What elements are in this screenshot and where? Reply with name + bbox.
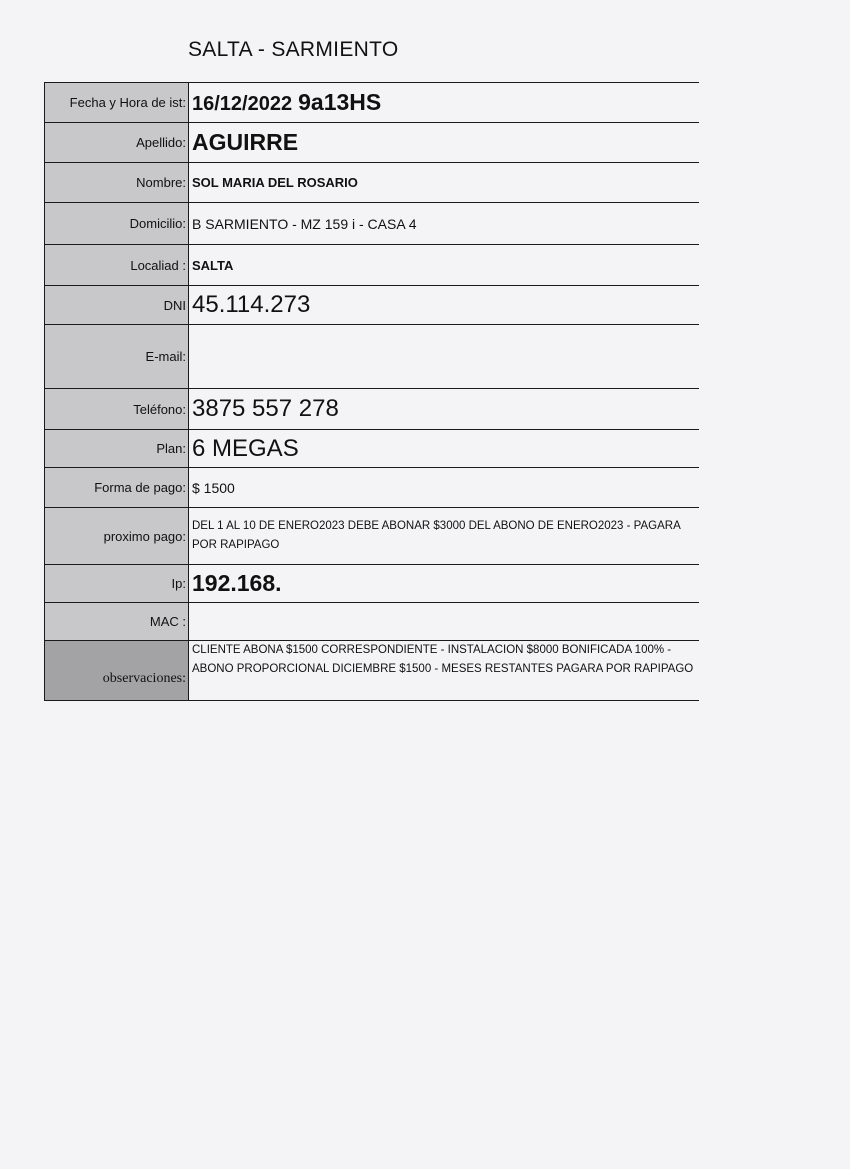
plan-value: 6 MEGAS [192,434,299,462]
ip-value: 192.168. [192,570,282,596]
row-apellido [45,123,700,163]
fecha-value [189,83,700,123]
localidad-label: Localiad : [45,245,189,286]
row-mac [45,603,700,641]
nombre-value: SOL MARIA DEL ROSARIO [192,175,358,190]
ip-label: Ip: [45,565,189,603]
fecha-time: 9a13HS [298,89,382,115]
localidad-value: SALTA [192,257,234,273]
plan-label: Plan: [45,430,189,468]
page-title: SALTA - SARMIENTO [188,38,399,61]
domicilio-label: Domicilio: [45,203,189,245]
dni-value: 45.114.273 [192,291,311,318]
observaciones-label-text: observaciones: [102,670,186,686]
apellido-label: Apellido: [45,123,189,163]
mac-value [189,603,700,641]
proximo-pago-label: proximo pago: [45,508,189,565]
dni-label: DNI [45,286,189,325]
telefono-value: 3875 557 278 [192,395,339,422]
client-form-table [44,82,699,701]
row-proximo-pago [45,508,700,565]
row-telefono [45,389,700,430]
row-localidad [45,245,700,286]
row-forma-pago [45,468,700,508]
row-ip [45,565,700,603]
fecha-date: 16/12/2022 [192,93,293,115]
row-domicilio [45,203,700,245]
observaciones-label [45,641,189,701]
row-nombre [45,163,700,203]
domicilio-value: B SARMIENTO - MZ 159 i - CASA 4 [192,215,417,232]
row-dni [45,286,700,325]
email-label: E-mail: [45,325,189,389]
row-fecha [45,83,700,123]
fecha-label: Fecha y Hora de ist: [45,83,189,123]
forma-pago-value: $ 1500 [192,479,235,496]
row-email [45,325,700,389]
mac-label: MAC : [45,603,189,641]
email-value [189,325,700,389]
nombre-label: Nombre: [45,163,189,203]
apellido-value: AGUIRRE [192,129,299,155]
row-plan [45,430,700,468]
observaciones-value: CLIENTE ABONA $1500 CORRESPONDIENTE - INSTALACION $8000 BONIFICADA 100% - ABONO PROPORCIONAL DICIEMBRE $1500 - MESES RESTANTES PAGARA POR RAPIPAGO [192,644,694,675]
telefono-label: Teléfono: [45,389,189,430]
forma-pago-label: Forma de pago: [45,468,189,508]
proximo-pago-value: DEL 1 AL 10 DE ENERO2023 DEBE ABONAR $3000 DEL ABONO DE ENERO2023 - PAGARA POR RAPIPAGO [192,520,681,551]
row-observaciones [45,641,700,701]
